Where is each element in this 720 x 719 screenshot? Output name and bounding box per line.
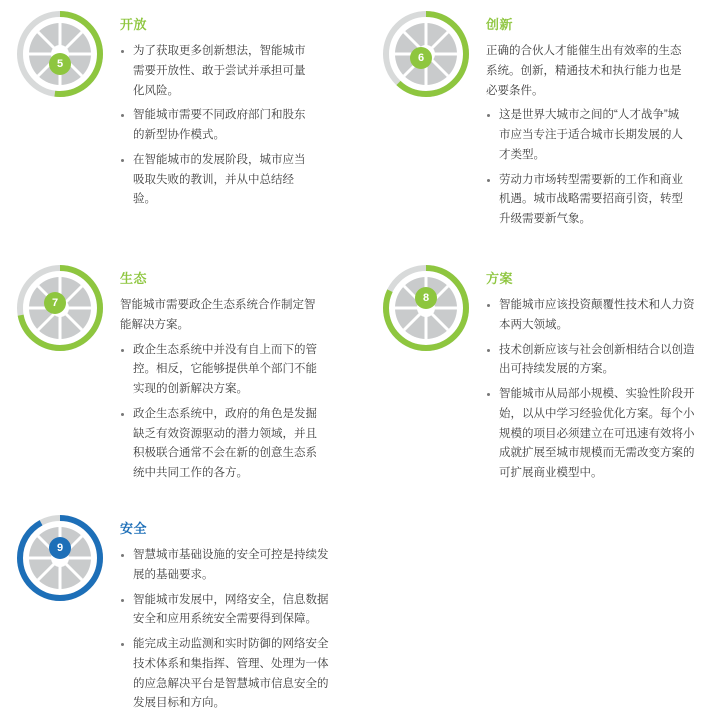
- section-title: 安全: [120, 521, 148, 536]
- section-block: [380, 262, 700, 489]
- point-list: [120, 546, 334, 714]
- section-block: [14, 8, 314, 215]
- list-item: 技术创新应该与社会创新相结合以创造出可持续发展的方案。: [486, 341, 698, 381]
- section-block: [380, 8, 690, 235]
- list-item: 智能城市应该投资颠覆性技术和人力资本两大领域。: [486, 296, 698, 336]
- wheel-badge: [380, 8, 472, 100]
- section-content: [106, 8, 310, 215]
- badge-number: 9: [56, 542, 64, 554]
- section-block: [14, 512, 334, 719]
- wheel-badge: [14, 8, 106, 100]
- list-item: 在智能城市的发展阶段，城市应当吸取失败的教训，并从中总结经验。: [120, 151, 310, 210]
- list-item: 能完成主动监测和实时防御的网络安全技术体系和集指挥、管理、处理为一体的应急解决平台是智慧城市信息安全的发展目标和方向。: [120, 635, 334, 714]
- badge-number: 6: [417, 52, 425, 64]
- section-title: 开放: [120, 17, 148, 32]
- list-item: 劳动力市场转型需要新的工作和商业机遇。城市战略需要招商引资，转型升级需要新气象。: [486, 171, 686, 230]
- point-list: [486, 106, 686, 230]
- badge-number: 5: [56, 58, 64, 70]
- list-item: 智慧城市基础设施的安全可控是持续发展的基础要求。: [120, 546, 334, 586]
- section-lead: 智能城市需要政企生态系统合作制定智能解决方案。: [120, 299, 316, 331]
- wheel-icon: [14, 512, 106, 604]
- list-item: 智能城市从局部小规模、实验性阶段开始，以从中学习经验优化方案。每个小规模的项目必须建立在可迅速有效将小成就扩展至城市规模而无需改变方案的可扩展商业模型中。: [486, 385, 698, 484]
- section-title: 生态: [120, 271, 148, 286]
- wheel-badge: [14, 512, 106, 604]
- section-title: 创新: [486, 17, 514, 32]
- section-content: [472, 8, 686, 235]
- wheel-badge: [14, 262, 106, 354]
- badge-number: 8: [422, 292, 430, 304]
- wheel-badge: [380, 262, 472, 354]
- list-item: 智能城市发展中，网络安全，信息数据安全和应用系统安全需要得到保障。: [120, 591, 334, 631]
- section-title: 方案: [486, 271, 514, 286]
- wheel-icon: [380, 262, 472, 354]
- list-item: 智能城市需要不同政府部门和股东的新型协作模式。: [120, 106, 310, 146]
- section-content: [106, 512, 334, 719]
- badge-number: 7: [51, 297, 59, 309]
- section-lead: 正确的合伙人才能催生出有效率的生态系统。创新，精通技术和执行能力也是必要条件。: [486, 45, 682, 97]
- section-block: [14, 262, 324, 489]
- point-list: [486, 296, 698, 484]
- list-item: 这是世界大城市之间的“人才战争”城市应当专注于适合城市长期发展的人才类型。: [486, 106, 686, 165]
- point-list: [120, 341, 320, 484]
- point-list: [120, 42, 310, 210]
- list-item: 政企生态系统中，政府的角色是发掘缺乏有效资源驱动的潜力领域，并且积极联合通常不会在新的创意生态系统中共同工作的各方。: [120, 405, 320, 484]
- list-item: 为了获取更多创新想法，智能城市需要开放性、敢于尝试并承担可量化风险。: [120, 42, 310, 101]
- section-content: [106, 262, 320, 489]
- section-content: [472, 262, 698, 489]
- list-item: 政企生态系统中并没有自上而下的管控。相反，它能够提供单个部门不能实现的创新解决方案。: [120, 341, 320, 400]
